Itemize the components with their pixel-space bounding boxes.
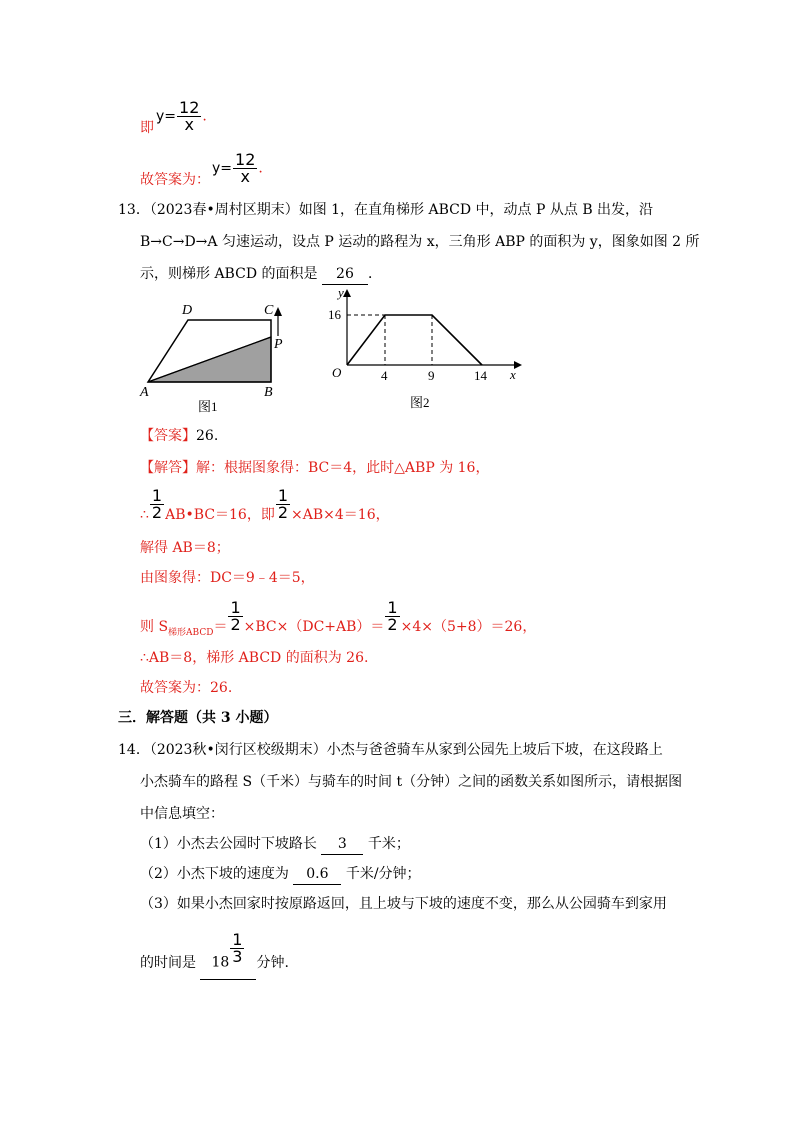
label-p: P [274,337,283,352]
fraction-half-2: $\frac{1}{2}$ [277,486,289,522]
label-a: A [140,385,149,400]
q13-solution-line1: 【解答】解：根据图象得：BC＝4，此时△ABP 为 16， [140,460,490,476]
x-axis-label: x [510,367,516,382]
graph-line [347,315,482,365]
arrow-head [274,307,282,316]
label-d: D [182,303,193,318]
x-tick-4: 4 [381,368,388,383]
q14-line3: 中信息填空： [140,806,224,822]
fraction-half-4: $\frac{1}{2}$ [387,598,398,634]
q14-part1-blank: 3 [321,834,363,855]
x-tick-9: 9 [428,368,435,383]
y-tick-16: 16 [328,307,341,322]
fraction-half-1: $\frac{1}{2}$ [151,486,163,522]
q14-part3-line1: （3）如果小杰回家时按原路返回，且上坡与下坡的速度不变，那么从公园骑车到家用 [140,896,667,912]
fig1-caption: 图1 [198,399,218,414]
figure-2-graph [328,285,528,415]
q13-solution-line3: 解得 AB＝8； [140,540,230,556]
fraction-one-third: $\frac{1}{3}$ [232,930,243,966]
q14-part3-blank: 18 $\frac{1}{3}$ [200,946,256,980]
q14-line2: 小杰骑车的路程 S（千米）与骑车的时间 t（分钟）之间的函数关系如图所示，请根据图 [140,774,683,790]
y-eq: y= [156,108,177,125]
label-b: B [264,385,273,400]
q14-part1: （1）小杰去公园时下坡路长 3 千米； [140,834,410,855]
y-axis-label: y [338,285,344,300]
q14-part2: （2）小杰下坡的速度为 0.6 千米/分钟； [140,864,421,885]
q13-line1: 13．（2023春•周村区期末）如图 1，在直角梯形 ABCD 中，动点 P 从点 B 出发，沿 [118,202,654,218]
q13-solution-line6: ∴AB＝8，梯形 ABCD 的面积为 26. [140,650,369,666]
q13-answer-blank: 26 [322,264,368,285]
ji-prefix: 即 [140,120,154,136]
q14-part3-line2: 的时间是 18 $\frac{1}{3}$ 分钟. [140,932,289,966]
x-tick-14: 14 [474,368,487,383]
answer-prefix-line: 故答案为： [140,172,210,188]
q14-line1: 14．（2023秋•闵行区校级期末）小杰与爸爸骑车从家到公园先上坡后下坡，在这段路上 [118,742,663,758]
origin-label: O [332,365,342,380]
figure-1-trapezoid [138,290,298,420]
section-3-title: 三．解答题（共 3 小题） [118,710,278,726]
y-arrow [343,289,351,297]
q13-solution-line5: 则 $S_{梯形ABCD}=$ $\frac{1}{2}$ ×BC×（DC+AB）＝ $\frac{1}{2}$ ×4×（5+8）＝26， [140,598,537,638]
q13-solution-line2: ∴ $\frac{1}{2}$ AB•BC＝16，即 $\frac{1}{2}$ ×AB×4＝16， [140,486,390,523]
fraction-12-over-x: $\frac{12}{x}$ [179,98,200,134]
fig2-caption: 图2 [410,395,430,410]
fraction-12-over-x-answer: $\frac{12}{x}$ [235,150,256,186]
q13-answer: 【答案】26. [140,428,219,444]
q13-solution-line4: 由图象得：DC＝9﹣4＝5， [140,570,315,586]
ji-line [140,118,154,138]
q13-solution-line7: 故答案为：26. [140,680,233,696]
fraction-half-3: $\frac{1}{2}$ [230,598,241,634]
q14-part2-blank: 0.6 [293,864,341,885]
q13-line3: 示，则梯形 ABCD 的面积是 26 ． [140,264,382,285]
y-eq-expression: y= $\frac{12}{x}$ . [156,98,207,134]
q13-line2: B→C→D→A 匀速运动，设点 P 运动的路程为 x，三角形 ABP 的面积为 y，图象如图 2 所 [140,234,700,250]
label-c: C [264,303,274,318]
answer-y-eq-expression: y= $\frac{12}{x}$ . [212,150,263,186]
